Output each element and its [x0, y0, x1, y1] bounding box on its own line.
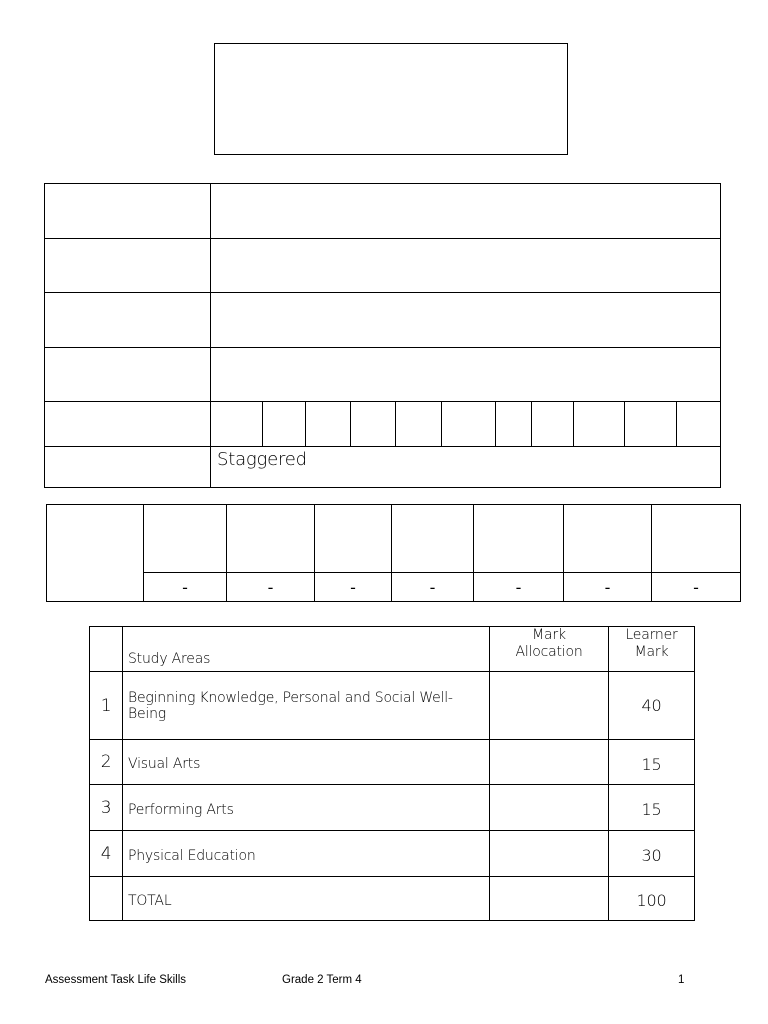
row-mark-total: 100 — [609, 877, 695, 921]
info-value-cell — [211, 239, 721, 293]
dash: - — [267, 577, 274, 597]
header-mark-allocation-label: Mark Allocation — [515, 627, 583, 660]
row-allocation — [490, 672, 609, 740]
header-mark-allocation — [490, 627, 609, 672]
marks-cell — [315, 505, 392, 573]
dash: - — [182, 577, 188, 597]
info-value-cell — [211, 348, 721, 402]
info-value-cell — [211, 293, 721, 348]
row-area: Visual Arts — [123, 740, 490, 785]
row-area: Physical Education — [123, 831, 490, 877]
header-study-areas-label: Study Areas — [128, 651, 211, 667]
digit-cell — [351, 402, 396, 446]
row-mark: 15 — [609, 785, 695, 831]
row-allocation — [490, 877, 609, 921]
row-mark: 40 — [609, 672, 695, 740]
row-allocation — [490, 785, 609, 831]
digit-cell — [211, 402, 263, 446]
digit-cell — [625, 402, 677, 446]
row-num: 3 — [90, 785, 123, 831]
info-label-cell — [45, 184, 211, 239]
info-label-cell — [45, 447, 211, 488]
header-learner-mark-label: Learner Mark — [625, 627, 678, 660]
dash: - — [604, 577, 611, 597]
table-row — [90, 785, 695, 831]
dash-cell — [392, 573, 474, 602]
header-study-areas — [123, 627, 490, 672]
dash-cell — [564, 573, 652, 602]
dash-cell — [144, 573, 227, 602]
digit-cell — [263, 402, 306, 446]
row-num: 4 — [90, 831, 123, 877]
digit-cell — [532, 402, 574, 446]
row-area-total: TOTAL — [123, 877, 490, 921]
marks-cell — [392, 505, 474, 573]
row-num — [90, 877, 123, 921]
marks-cell — [144, 505, 227, 573]
digit-cells — [211, 402, 721, 447]
marks-cell — [564, 505, 652, 573]
digit-cell — [306, 402, 351, 446]
row-num: 2 — [90, 740, 123, 785]
header-learner-mark — [609, 627, 695, 672]
row-num: 1 — [90, 672, 123, 740]
dash-cell — [652, 573, 741, 602]
digit-cell — [574, 402, 625, 446]
study-areas-table — [89, 626, 695, 921]
marks-cell — [652, 505, 741, 573]
marks-cell — [474, 505, 564, 573]
table-row — [90, 740, 695, 785]
digit-cell — [496, 402, 532, 446]
row-area: Beginning Knowledge, Personal and Social Well-Being — [123, 672, 490, 740]
marks-table — [46, 504, 741, 602]
footer-left: Assessment Task Life Skills — [45, 974, 187, 986]
title-box — [214, 43, 568, 155]
method-cell — [211, 447, 721, 488]
row-area: Performing Arts — [123, 785, 490, 831]
dash: - — [693, 577, 699, 597]
info-label-cell — [45, 402, 211, 447]
info-label-cell — [45, 293, 211, 348]
table-row — [90, 877, 695, 921]
info-table — [44, 183, 721, 488]
dash: - — [350, 577, 356, 597]
digit-cell — [396, 402, 442, 446]
info-label-cell — [45, 348, 211, 402]
method-value: Staggered — [217, 449, 307, 470]
info-label-cell — [45, 239, 211, 293]
marks-label-cell — [47, 505, 144, 602]
dash-cell — [315, 573, 392, 602]
dash-cell — [474, 573, 564, 602]
row-mark: 30 — [609, 831, 695, 877]
digit-cell — [677, 402, 720, 446]
table-row — [90, 672, 695, 740]
marks-cell — [227, 505, 315, 573]
dash: - — [429, 577, 436, 597]
table-row — [90, 831, 695, 877]
header-num-cell — [90, 627, 123, 672]
row-allocation — [490, 740, 609, 785]
info-value-cell — [211, 184, 721, 239]
footer-center: Grade 2 Term 4 — [282, 974, 362, 986]
dash-cell — [227, 573, 315, 602]
digit-cell — [442, 402, 496, 446]
row-mark: 15 — [609, 740, 695, 785]
footer-page-number: 1 — [678, 974, 685, 986]
dash: - — [515, 577, 522, 597]
row-allocation — [490, 831, 609, 877]
